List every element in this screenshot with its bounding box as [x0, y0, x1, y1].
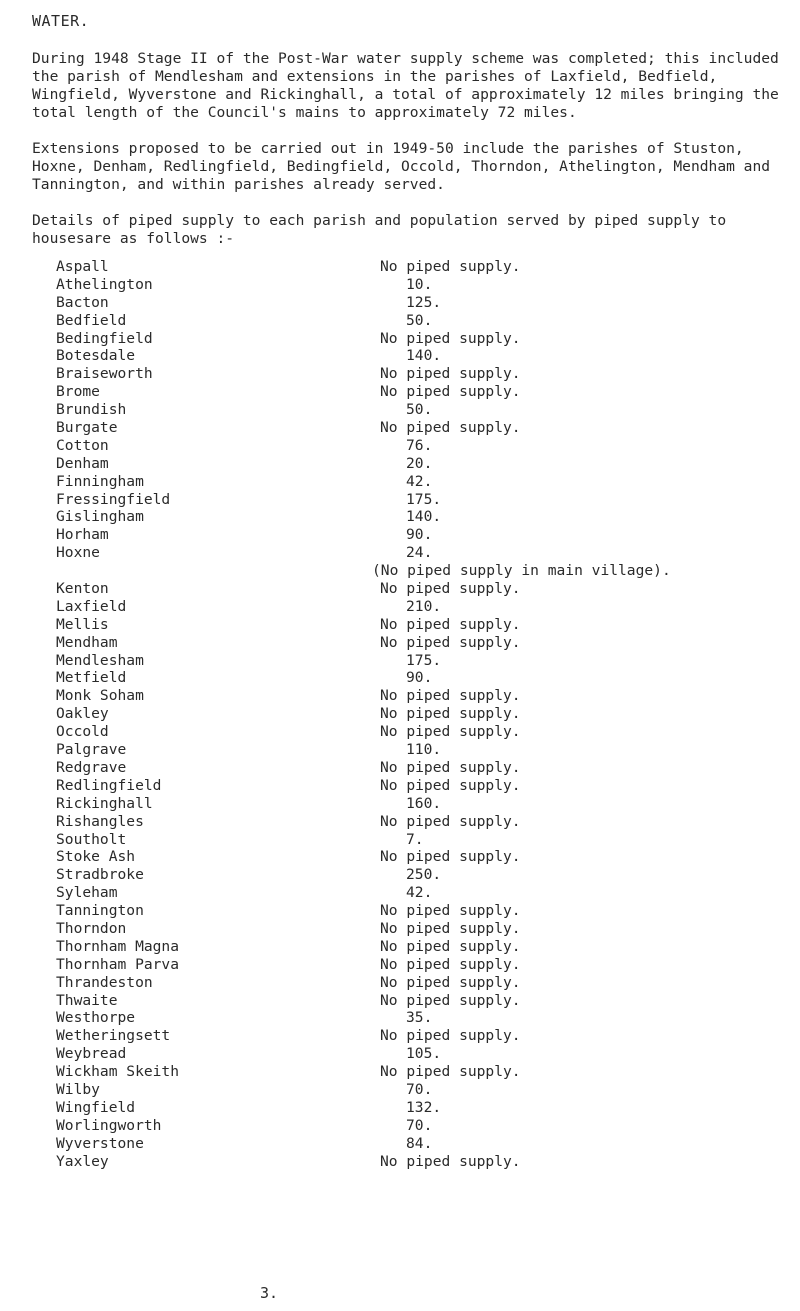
table-row: [56, 992, 776, 1010]
parish-name: Wilby: [56, 1080, 100, 1098]
table-row: [56, 616, 776, 634]
table-row: [56, 1117, 776, 1135]
table-row: [56, 938, 776, 956]
parish-supply-value: No piped supply.: [380, 991, 521, 1009]
table-row: [56, 330, 776, 348]
parish-supply-value: 210.: [406, 597, 442, 615]
table-row: [56, 831, 776, 849]
parish-name: Westhorpe: [56, 1009, 136, 1027]
parish-supply-value: No piped supply.: [380, 812, 521, 830]
parish-name: Finningham: [56, 472, 144, 490]
parish-name: Metfield: [56, 669, 127, 687]
paragraph-details-intro: Details of piped supply to each parish and population served by piped supply to housesare as follows :-: [32, 212, 735, 247]
parish-supply-value: 110.: [406, 741, 442, 759]
table-row: [56, 1045, 776, 1063]
parish-supply-value: 125.: [406, 293, 442, 311]
table-row: [56, 401, 776, 419]
parish-supply-value: 160.: [406, 794, 442, 812]
parish-supply-value: No piped supply.: [380, 329, 521, 347]
parish-supply-value: No piped supply.: [380, 848, 521, 866]
table-row: [56, 1081, 776, 1099]
parish-name: Aspall: [56, 258, 109, 275]
parish-name: Weybread: [56, 1045, 127, 1063]
table-row: [56, 920, 776, 938]
parish-name: Brundish: [56, 401, 127, 419]
parish-supply-value: No piped supply.: [380, 1027, 521, 1045]
parish-name: Redgrave: [56, 758, 127, 776]
parish-name: Kenton: [56, 580, 109, 598]
table-row: [56, 723, 776, 741]
table-row: [56, 848, 776, 866]
parish-name: Redlingfield: [56, 776, 162, 794]
parish-supply-value: (No piped supply in main village).: [372, 562, 671, 580]
parish-supply-value: 50.: [406, 401, 433, 419]
parish-supply-value: 175.: [406, 490, 442, 508]
table-row: [56, 365, 776, 383]
parish-name: Bedfield: [56, 311, 127, 329]
table-row: [56, 687, 776, 705]
parish-name: Fressingfield: [56, 490, 171, 508]
parish-name: Southolt: [56, 830, 127, 848]
parish-supply-value: No piped supply.: [380, 383, 521, 401]
parish-name: Wickham Skeith: [56, 1063, 180, 1081]
parish-name: Mendham: [56, 633, 118, 651]
parish-name: Thornham Parva: [56, 955, 180, 973]
parish-supply-value: No piped supply.: [380, 776, 521, 794]
table-row: [56, 813, 776, 831]
parish-name: Wingfield: [56, 1098, 136, 1116]
table-row: [56, 347, 776, 365]
parish-name: Rickinghall: [56, 794, 153, 812]
table-row: [56, 795, 776, 813]
table-row: [56, 1153, 776, 1171]
table-row: [56, 526, 776, 544]
parish-supply-value: 132.: [406, 1098, 442, 1116]
parish-name: Braiseworth: [56, 365, 153, 383]
parish-name: Thorndon: [56, 919, 127, 937]
table-row: [56, 508, 776, 526]
parish-supply-value: No piped supply.: [380, 758, 521, 776]
table-row: [56, 777, 776, 795]
parish-supply-value: No piped supply.: [380, 258, 521, 275]
parish-supply-value: 42.: [406, 884, 433, 902]
table-row: [56, 1099, 776, 1117]
parish-name: Laxfield: [56, 597, 127, 615]
parish-supply-value: No piped supply.: [380, 687, 521, 705]
parish-supply-value: 84.: [406, 1134, 433, 1152]
parish-name: Burgate: [56, 419, 118, 437]
table-row: [56, 884, 776, 902]
parish-supply-value: No piped supply.: [380, 419, 521, 437]
parish-name: Wetheringsett: [56, 1027, 171, 1045]
table-row: [56, 294, 776, 312]
parish-supply-value: 250.: [406, 866, 442, 884]
parish-supply-value: 42.: [406, 472, 433, 490]
parish-supply-value: No piped supply.: [380, 973, 521, 991]
parish-name: Cotton: [56, 436, 109, 454]
parish-supply-value: 20.: [406, 454, 433, 472]
parish-name: Thwaite: [56, 991, 118, 1009]
page-number: 3.: [260, 1284, 279, 1302]
table-row: [56, 759, 776, 777]
parish-name: Palgrave: [56, 741, 127, 759]
parish-supply-value: 90.: [406, 526, 433, 544]
table-row: [56, 437, 776, 455]
parish-supply-table: [56, 258, 776, 1170]
parish-supply-value: 76.: [406, 436, 433, 454]
parish-supply-value: No piped supply.: [380, 919, 521, 937]
parish-name: Brome: [56, 383, 100, 401]
table-row: [56, 1009, 776, 1027]
parish-name: Worlingworth: [56, 1116, 162, 1134]
table-row: [56, 580, 776, 598]
table-row: [56, 705, 776, 723]
table-row: [56, 455, 776, 473]
paragraph-extensions: Extensions proposed to be carried out in 1949-50 include the parishes of Stuston, Hoxne, Denham, Redlingfield, Bedingfield, Occold, Thorndon, Athelington, Mendham and Tannington, and within parishes already served.: [32, 140, 779, 193]
parish-name: Tannington: [56, 902, 144, 920]
table-row: [56, 312, 776, 330]
parish-name: Mendlesham: [56, 651, 144, 669]
table-row: [56, 634, 776, 652]
table-row: [56, 419, 776, 437]
page-heading: WATER.: [32, 12, 90, 30]
table-row: [56, 741, 776, 759]
parish-supply-value: No piped supply.: [380, 902, 521, 920]
parish-name: Denham: [56, 454, 109, 472]
parish-name: Bacton: [56, 293, 109, 311]
parish-supply-value: 35.: [406, 1009, 433, 1027]
parish-name: Thrandeston: [56, 973, 153, 991]
table-row: [56, 1135, 776, 1153]
parish-name: Botesdale: [56, 347, 136, 365]
parish-supply-value: 90.: [406, 669, 433, 687]
parish-name: Gislingham: [56, 508, 144, 526]
parish-supply-value: 175.: [406, 651, 442, 669]
parish-supply-value: 70.: [406, 1116, 433, 1134]
parish-supply-value: 140.: [406, 508, 442, 526]
table-row: [56, 1027, 776, 1045]
parish-name: Athelington: [56, 275, 153, 293]
parish-name: Bedingfield: [56, 329, 153, 347]
parish-supply-value: 24.: [406, 544, 433, 562]
parish-name: Oakley: [56, 705, 109, 723]
table-row: [56, 652, 776, 670]
parish-name: Occold: [56, 723, 109, 741]
table-row: [56, 491, 776, 509]
table-row: [56, 383, 776, 401]
parish-name: Monk Soham: [56, 687, 144, 705]
parish-name: Wyverstone: [56, 1134, 144, 1152]
table-row: [56, 473, 776, 491]
table-row: [56, 544, 776, 562]
table-row: [56, 276, 776, 294]
parish-name: Horham: [56, 526, 109, 544]
parish-supply-value: No piped supply.: [380, 1152, 521, 1170]
table-row: [56, 562, 776, 580]
table-row: [56, 669, 776, 687]
parish-supply-value: No piped supply.: [380, 365, 521, 383]
parish-supply-value: 50.: [406, 311, 433, 329]
parish-supply-value: 70.: [406, 1080, 433, 1098]
paragraph-stage-two: During 1948 Stage II of the Post-War water supply scheme was completed; this included the parish of Mendlesham and extensions in the parishes of Laxfield, Bedfield, Wingfield, Wyverstone and Rickinghall, a total of approximately 12 miles bringing the total length of the Council's mains to approximately 72 miles.: [32, 50, 788, 121]
parish-name: Mellis: [56, 615, 109, 633]
parish-supply-value: No piped supply.: [380, 723, 521, 741]
table-row: [56, 598, 776, 616]
parish-name: Thornham Magna: [56, 937, 180, 955]
table-row: [56, 902, 776, 920]
table-row: [56, 866, 776, 884]
parish-supply-value: 10.: [406, 275, 433, 293]
parish-supply-value: No piped supply.: [380, 937, 521, 955]
parish-supply-value: No piped supply.: [380, 580, 521, 598]
parish-name: Syleham: [56, 884, 118, 902]
parish-name: Yaxley: [56, 1152, 109, 1170]
table-row: [56, 1063, 776, 1081]
parish-supply-value: 7.: [406, 830, 424, 848]
parish-supply-value: No piped supply.: [380, 633, 521, 651]
parish-supply-value: 105.: [406, 1045, 442, 1063]
parish-supply-value: No piped supply.: [380, 705, 521, 723]
parish-name: Hoxne: [56, 544, 100, 562]
parish-supply-value: No piped supply.: [380, 955, 521, 973]
table-row: [56, 258, 776, 276]
table-row: [56, 974, 776, 992]
parish-name: Rishangles: [56, 812, 144, 830]
parish-name: Stoke Ash: [56, 848, 136, 866]
parish-supply-value: 140.: [406, 347, 442, 365]
parish-name: Stradbroke: [56, 866, 144, 884]
parish-supply-value: No piped supply.: [380, 1063, 521, 1081]
parish-supply-value: No piped supply.: [380, 615, 521, 633]
table-row: [56, 956, 776, 974]
